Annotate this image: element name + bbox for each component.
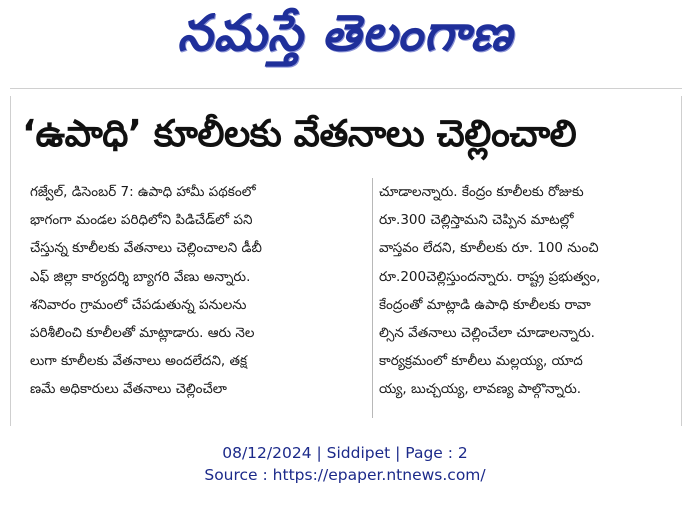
article-line: పరిశీలించి కూలీలతో మాట్లాడారు. ఆరు నెల <box>30 325 255 342</box>
article-line: ల్సిన వేతనాలు చెల్లించేలా చూడాలన్నారు. <box>379 325 595 342</box>
article-line: కేంద్రంతో మాట్లాడి ఉపాధి కూలీలకు రావా <box>379 296 591 313</box>
article-line: భాగంగా మండల పరిధిలోని పిడిచేడ్‌లో పని <box>30 212 253 229</box>
article-line: ఎఫ్ జిల్లా కార్యదర్శి బ్యాగరి వేణు అన్నారు. <box>30 268 251 285</box>
article-line: గజ్వేల్, డిసెంబర్ 7: ఉపాధి హామీ పథకంలో <box>30 184 256 200</box>
article-headline: ‘ఉపాధి’ కూలీలకు వేతనాలు చెల్లించాలి <box>22 112 577 155</box>
newspaper-logo-title: నమస్తే తెలంగాణ <box>177 3 513 62</box>
footer-date-edition-page: 08/12/2024 | Siddipet | Page : 2 <box>222 444 468 462</box>
article-line: య్య, బుచ్చయ్య, లావణ్య పాల్గొన్నారు. <box>379 381 582 398</box>
footer-source-link[interactable]: Source : https://epaper.ntnews.com/ <box>204 466 486 484</box>
article-line: చేస్తున్న కూలీలకు వేతనాలు చెల్లించాలని డీబీ <box>30 240 262 257</box>
masthead <box>0 4 690 74</box>
article-column-right <box>372 178 672 418</box>
article-line: శనివారం గ్రామంలో చేపడుతున్న పనులను <box>30 296 247 313</box>
article-line: కార్యక్రమంలో కూలీలు మల్లయ్య, యాద <box>379 353 583 370</box>
article-line: రూ.300 చెల్లిస్తామని చెప్పిన మాటల్లో <box>379 212 574 229</box>
header-divider <box>10 88 682 89</box>
article-line: లుగా కూలీలకు వేతనాలు అందలేదని, తక్ష <box>30 353 248 370</box>
article-line: వాస్తవం లేదని, కూలీలకు రూ. 100 నుంచి <box>379 240 599 257</box>
article-line: చూడాలన్నారు. కేంద్రం కూలీలకు రోజుకు <box>379 184 584 200</box>
article-column-left <box>30 178 360 418</box>
article-line: రూ.200చెల్లిస్తుందన్నారు. రాష్ట్ర ప్రభుత్వం, <box>379 268 601 285</box>
article-line: ణమే అధికారులు వేతనాలు చెల్లించేలా <box>30 381 227 398</box>
